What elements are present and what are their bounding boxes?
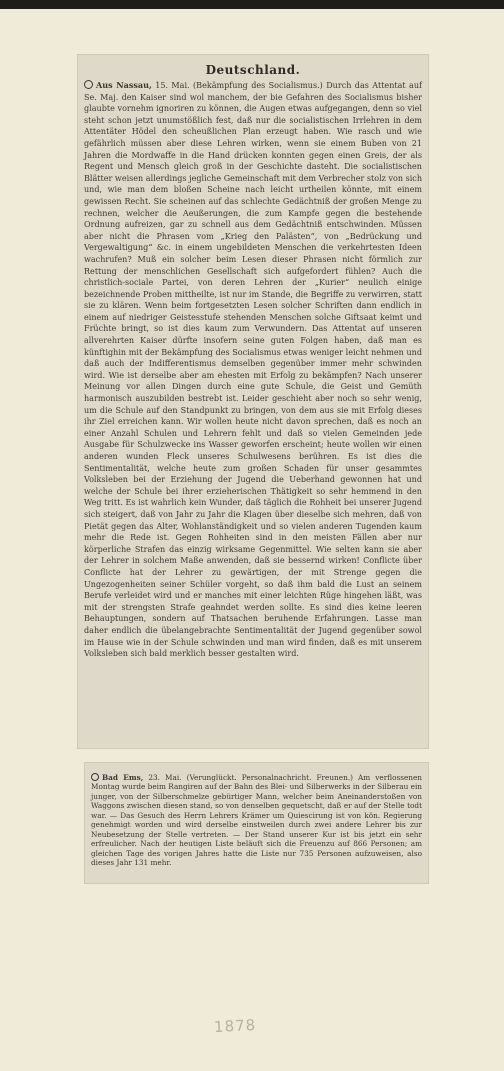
article-date: 23. Mai. [148, 773, 182, 782]
article-date: 15. Mai. [155, 81, 190, 90]
article-place: Aus Nassau, [96, 80, 152, 90]
article-body [91, 773, 422, 868]
handwritten-year: 1878 [213, 1015, 257, 1037]
page-top-edge [0, 0, 504, 9]
circle-bullet-icon [84, 80, 93, 89]
article-body [84, 80, 422, 660]
article-place: Bad Ems, [102, 773, 144, 782]
newspaper-clipping-bad-ems [85, 763, 428, 883]
article-text: (Verunglückt. Personalnachricht. Freunen.) Am verflossenen Montag wurde beim Rangiren auf der Bahn des Blei- und Silberwerks in der Silberau ein junger, von der Silberschmelze gebürtiger Mann, welcher beim Aneinanderstoßen von Waggons zwischen diesen stand, so von denselben gequetscht, daß er auf der Stelle todt war. — Das Gesuch des Herrn Lehrers Krämer um Quiescirung ist von kön. Regierung genehmigt worden und wird derselbe einstweilen durch zwei andere Lehrer bis zur Neubesetzung der Stelle vertreten. — Der Stand unserer Kur ist bis jetzt ein sehr erfreulicher. Nach der heutigen Liste beläuft sich die Freuenzu auf 866 Personen; am gleichen Tage des vorigen Jahres hatte die Liste nur 735 Personen aufzuweisen, also dieses Jahr 131 mehr. [91, 773, 422, 868]
circle-bullet-icon [91, 773, 99, 781]
newspaper-clipping-nassau [78, 55, 428, 748]
section-heading: Deutschland. [205, 63, 301, 77]
article-text: (Bekämpfung des Socialismus.) Durch das Attentat auf Se. Maj. den Kaiser sind wol manchem, der bie Gefahren des Socialismus bisher glaubte vornehm ignoriren zu können, die Augen etwas aufgegangen, denn so viel steht schon jetzt unumstößlich fest, daß nur die socialistischen Irrlehren in dem Attentäter Hödel den scheußlichen Plan erzeugt haben. Wie rasch und wie gefährlich müssen aber diese Lehren wirken, wenn sie einem Buben von 21 Jahren die Mordwaffe in die Hand drücken konnten gegen einen Greis, der als Regent und Mensch gleich groß in der Geschichte dasteht. Die socialistischen Blätter weisen allerdings jegliche Gemeinschaft mit dem Verbrecher stolz von sich und, wie man dem bloßen Scheine nach leicht urtheilen könnte, mit einem gewissen Recht. Sie scheinen auf das schlechte Gedächtniß der großen Menge zu rechnen, welcher die Aeußerungen, die zum Kampfe gegen die bestehende Ordnung aufreizen, gar zu schnell aus dem Gedächtniß entschwinden. Müssen aber nicht die Phrasen vom „Krieg den Palästen“, von „Bedrückung und Vergewaltigung“ &c. in einem ungebildeten Menschen die verkehrtesten Ideen wachrufen? Muß ein solcher beim Lesen dieser Phrasen nicht förmlich zur Rettung der menschlichen Gesellschaft sich aufgefordert fühlen? Auch die christlich-sociale Partei, von deren Lehren der „Kurier“ neulich einige bezeichnende Proben mittheilte, ist nur im Stande, die Begriffe zu verwirren, statt sie zu klären. Wenn beim fortgesetzten Lesen solcher Schriften dann endlich in einem auf niedriger Geistesstufe stehenden Menschen solche Giftsaat keimt und Früchte bringt, so ist dies kaum zum Verwundern. Das Attentat auf unseren allverehrten Kaiser dürfte insofern seine guten Folgen haben, daß man es künftighin mit der Bekämpfung des Socialismus etwas weniger leicht nehmen und daß auch der Indifferentismus demselben gegenüber immer mehr schwinden wird. Wie ist derselbe aber am ehesten mit Erfolg zu bekämpfen? Nach unserer Meinung vor allen Dingen durch eine gute Schule, die Geist und Gemüth harmonisch auszubilden bestrebt ist. Leider geschieht aber noch so sehr wenig, um die Schule auf den Standpunkt zu bringen, von dem aus sie mit Erfolg dieses ihr Ziel erreichen kann. Wir wollen heute nicht davon sprechen, daß es noch an einer Anzahl Schulen und Lehrern fehlt und daß so vielen Gemeinden jede Ausgabe für Schulzwecke ins Wasser geworfen erscheint; heute wollen wir einen anderen wunden Fleck unseres Schulwesens berühren. Es ist dies die Sentimentalität, welche heute zum großen Schaden für unser gesammtes Volksleben bei der Erziehung der Jugend die Ueberhand gewonnen hat und welche der Schule bei ihrer erzieherischen Thätigkeit so sehr hemmend in den Weg tritt. Es ist wahrlich kein Wunder, daß täglich die Rohheit bei unserer Jugend sich steigert, daß von Jahr zu Jahr die Klagen über dieselbe sich mehren, daß von Pietät gegen das Alter, Wohlanständigkeit und so vielen anderen Tugenden kaum mehr die Rede ist. Gegen Rohheiten sind in den meisten Fällen aber nur körperliche Strafen das einzig wirksame Gegenmittel. Wie selten kann sie aber der Lehrer in solchem Maße anwenden, daß sie bessernd wirken! Conflicte über Conflicte hat der Lehrer zu gewärtigen, der mit Strenge gegen die Ungezogenheiten seiner Schüler vorgeht, so daß ihm bald die Lust an seinem Berufe verleidet wird und er manches mit einer leichten Rüge hingehen läßt, was mit der strengsten Strafe geahndet werden sollte. Es sind dies keine leeren Behauptungen, sondern auf Thatsachen beruhende Erfahrungen. Lasse man daher endlich die übelangebrachte Sentimentalität der Jugend gegenüber sowol im Hause wie in der Schule schwinden und man wird finden, daß es mit unserem Volksleben sich bald merklich besser gestalten wird. [84, 81, 423, 659]
